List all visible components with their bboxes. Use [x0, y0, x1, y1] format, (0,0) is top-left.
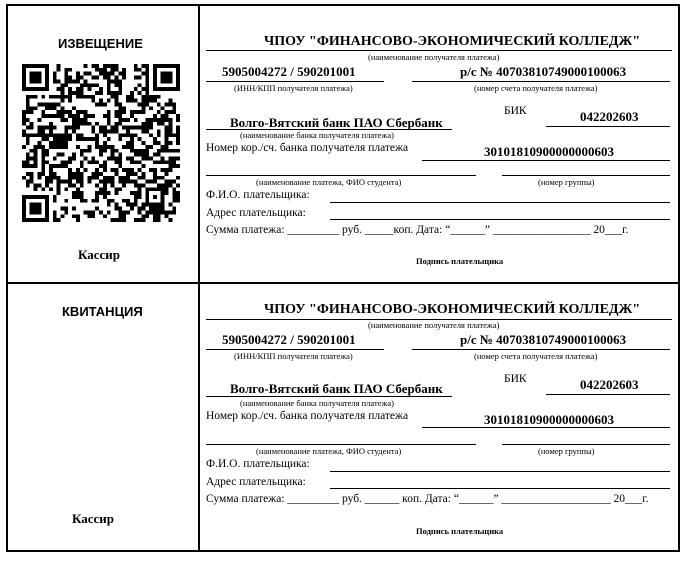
notice-bank-name: Волго-Вятский банк ПАО Сбербанк — [230, 115, 443, 130]
receipt-bik-label: БИК — [504, 373, 527, 385]
receipt-group-caption: (номер группы) — [538, 446, 595, 456]
receipt-title: КВИТАНЦИЯ — [62, 304, 143, 319]
notice-account: р/с № 40703810749000100063 — [460, 64, 627, 79]
payment-form-frame — [6, 4, 680, 552]
receipt-account: р/с № 40703810749000100063 — [460, 332, 627, 347]
notice-corr-value: 30101810900000000603 — [484, 144, 614, 159]
notice-org-name: ЧПОУ "ФИНАНСОВО-ЭКОНОМИЧЕСКИЙ КОЛЛЕДЖ" — [264, 34, 641, 49]
section-divider — [8, 282, 678, 284]
receipt-inn-caption: (ИНН/КПП получателя платежа) — [234, 351, 353, 361]
receipt-bank-name: Волго-Вятский банк ПАО Сбербанк — [230, 381, 443, 396]
notice-bank-caption: (наименование банка получателя платежа) — [240, 130, 394, 140]
receipt-bik-value: 042202603 — [580, 377, 639, 392]
notice-title: ИЗВЕЩЕНИЕ — [58, 36, 143, 51]
receipt-inn-kpp: 5905004272 / 590201001 — [222, 332, 356, 347]
receipt-sum-line: Сумма платежа: _________ руб. ______ коп. Дата: “______” ___________________ 20___г. — [206, 493, 649, 505]
receipt-org-caption: (наименование получателя платежа) — [368, 320, 500, 330]
receipt-corr-label: Номер кор./сч. банка получателя платежа — [206, 410, 409, 422]
qr-code-icon — [22, 64, 180, 222]
receipt-payment-caption: (наименование платежа, ФИО студента) — [256, 446, 402, 456]
receipt-signature: Подпись плательщика — [416, 526, 504, 536]
notice-bik-label: БИК — [504, 105, 527, 117]
notice-payer-name-label: Ф.И.О. плательщика: — [206, 189, 310, 201]
notice-account-caption: (номер счета получателя платежа) — [474, 83, 598, 93]
column-divider — [198, 6, 200, 550]
notice-payer-address-label: Адрес плательщика: — [206, 207, 306, 219]
notice-org-caption: (наименование получателя платежа) — [368, 52, 500, 62]
receipt-bank-caption: (наименование банка получателя платежа) — [240, 398, 394, 408]
notice-signature: Подпись плательщика — [416, 256, 504, 266]
notice-bik-value: 042202603 — [580, 109, 639, 124]
notice-corr-label: Номер кор./сч. банка получателя платежа — [206, 142, 409, 154]
receipt-corr-value: 30101810900000000603 — [484, 412, 614, 427]
notice-sum-line: Сумма платежа: _________ руб. _____коп. Дата: “______” _________________ 20___г. — [206, 224, 629, 236]
notice-payment-caption: (наименование платежа, ФИО студента) — [256, 177, 402, 187]
notice-inn-caption: (ИНН/КПП получателя платежа) — [234, 83, 353, 93]
receipt-cashier-label: Кассир — [72, 511, 115, 526]
receipt-payer-name-label: Ф.И.О. плательщика: — [206, 458, 310, 470]
notice-inn-kpp: 5905004272 / 590201001 — [222, 64, 356, 79]
receipt-account-caption: (номер счета получателя платежа) — [474, 351, 598, 361]
notice-cashier-label: Кассир — [78, 247, 121, 262]
notice-group-caption: (номер группы) — [538, 177, 595, 187]
receipt-org-name: ЧПОУ "ФИНАНСОВО-ЭКОНОМИЧЕСКИЙ КОЛЛЕДЖ" — [264, 302, 641, 317]
receipt-payer-address-label: Адрес плательщика: — [206, 476, 306, 488]
